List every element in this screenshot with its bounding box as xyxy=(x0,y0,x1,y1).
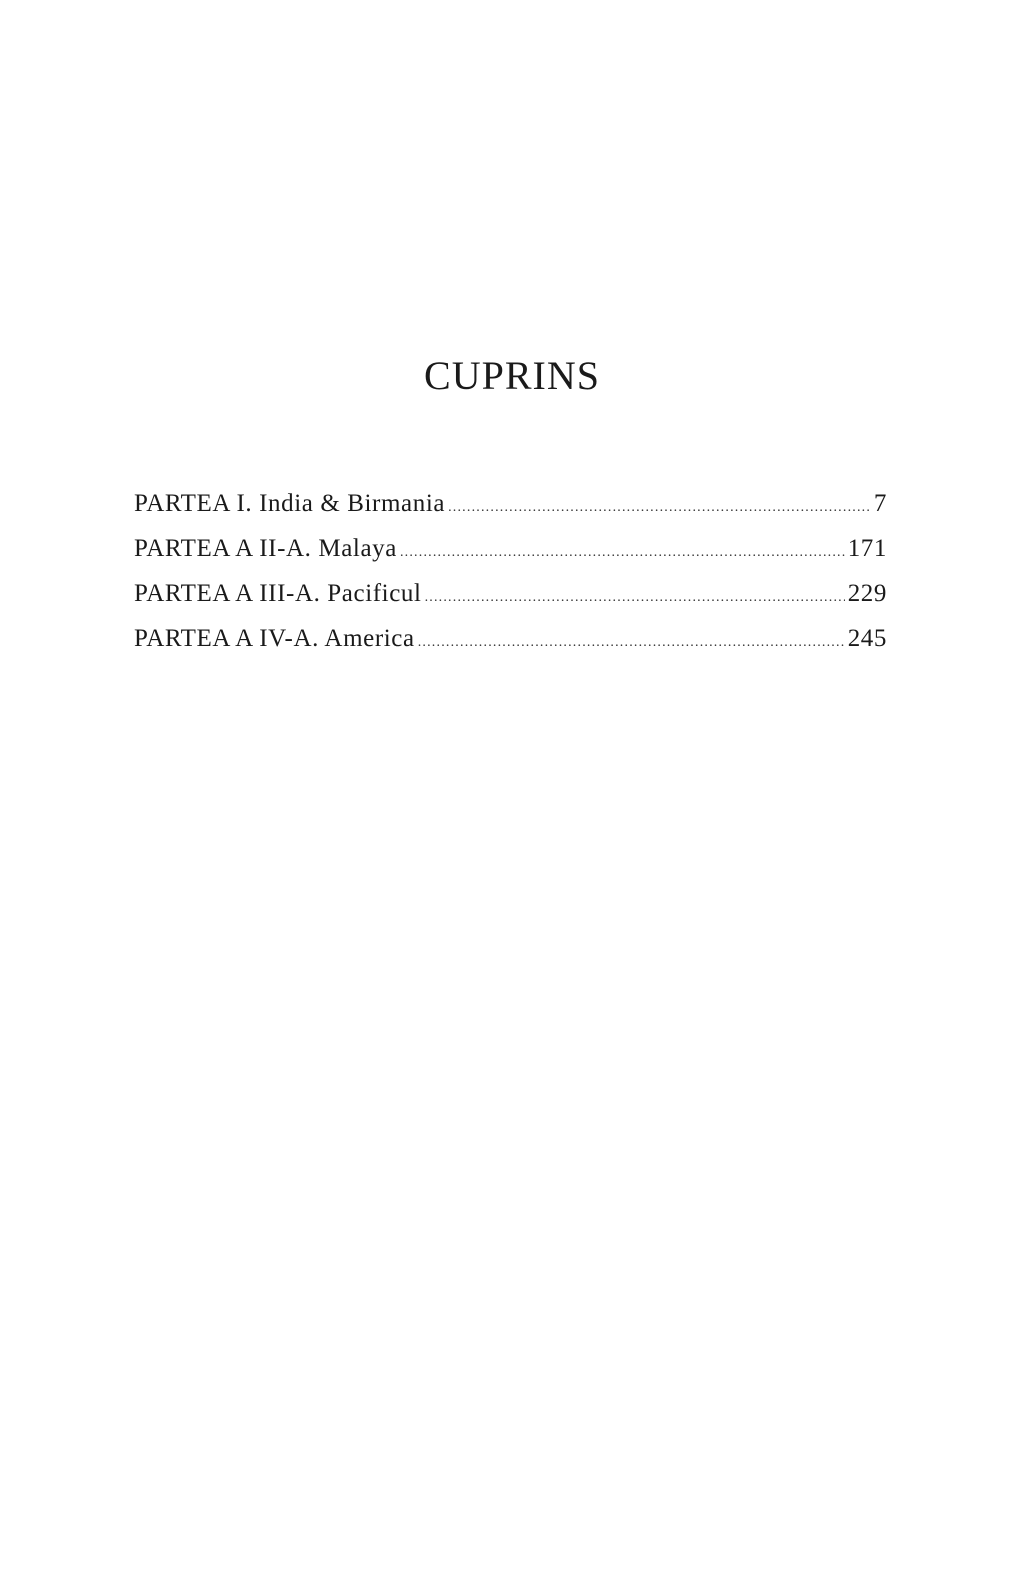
toc-entry xyxy=(134,484,887,529)
toc-entry-label: PARTEA A II-A. Malaya xyxy=(134,535,397,562)
dot-leader xyxy=(448,488,871,528)
toc-entry-page-number: 229 xyxy=(847,580,887,607)
table-of-contents xyxy=(134,484,887,664)
toc-entry-label: PARTEA A IV-A. America xyxy=(134,625,415,652)
toc-entry-label: PARTEA I. India & Birmania xyxy=(134,490,446,517)
toc-entry-page-number: 171 xyxy=(847,535,887,562)
toc-entry-label: PARTEA A III-A. Pacificul xyxy=(134,580,422,607)
toc-entry-page-number: 245 xyxy=(847,625,887,652)
page-title: CUPRINS xyxy=(424,353,600,398)
toc-entry xyxy=(134,574,887,619)
toc-entry-page-number: 7 xyxy=(873,490,887,517)
dot-leader xyxy=(418,623,845,663)
dot-leader xyxy=(400,533,845,573)
toc-entry xyxy=(134,529,887,574)
toc-entry xyxy=(134,619,887,664)
dot-leader xyxy=(425,578,845,618)
